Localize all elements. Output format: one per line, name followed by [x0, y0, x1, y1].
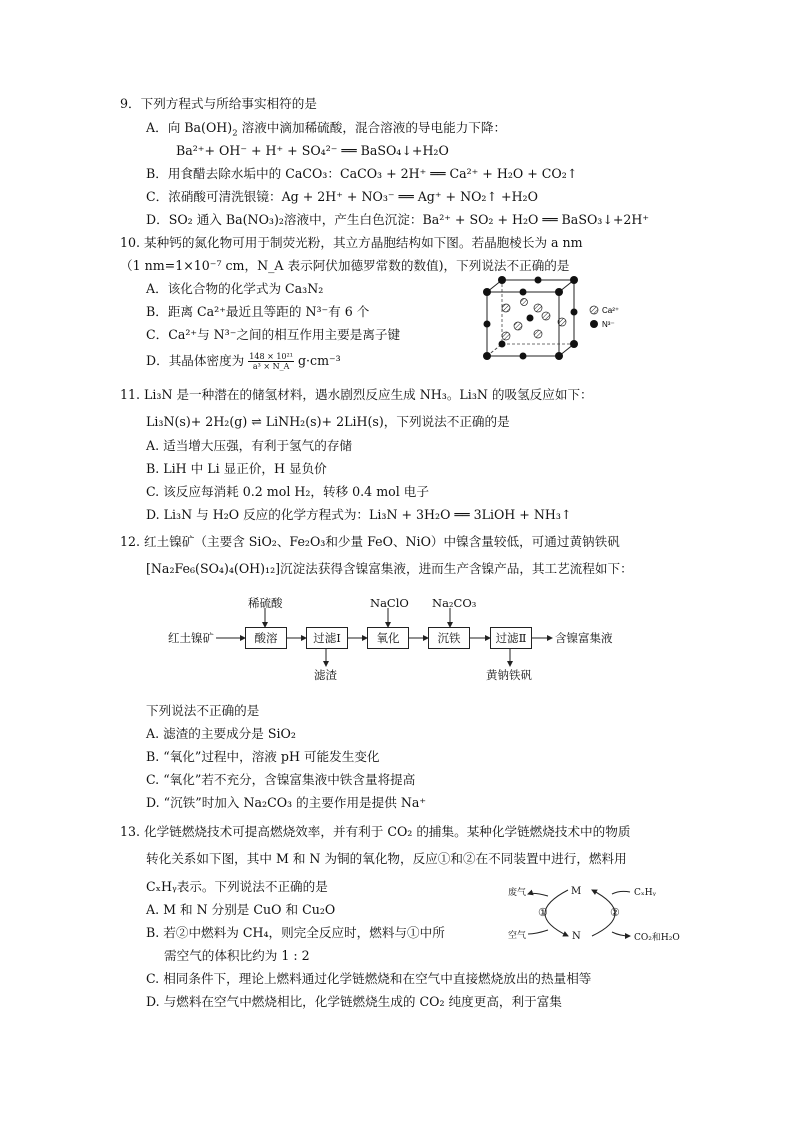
crystal-cell-figure: [478, 272, 638, 372]
q12-stem-line1: 12. 红土镍矿（主要含 SiO₂、Fe₂O₃和少量 FeO、NiO）中镍含量较低，可通过黄钠铁矾: [120, 534, 620, 549]
q13-option-a: A. M 和 N 分别是 CuO 和 Cu₂O: [146, 902, 336, 917]
flow-end-label: 含镍富集液: [555, 631, 613, 645]
density-fraction: $\frac{\text{148 × 10²¹}}{\text{a³ × N\_A}}$: [249, 352, 293, 371]
diagram-waste-gas: 废气: [508, 888, 527, 898]
q10-stem-line1: 10. 某种钙的氮化物可用于制荧光粉，其立方晶胞结构如下图。若晶胞棱长为 a nm: [120, 235, 583, 250]
legend-n-label: N³⁻: [602, 320, 615, 329]
q10-option-b: B．距离 Ca²⁺最近且等距的 N³⁻有 6 个: [146, 304, 370, 319]
q10-option-d: D．其晶体密度为 $\frac{\text{148 × 10²¹}}{\text{a³ × N\_A}}$ g·cm⁻³: [146, 352, 341, 371]
diagram-products: CO₂和H₂O: [634, 933, 680, 943]
diagram-reaction-2: ②: [610, 906, 620, 919]
flow-step-filter-2: 过滤Ⅱ: [490, 627, 532, 649]
diagram-n: N: [572, 931, 581, 942]
q9-option-a-equation: Ba²⁺+ OH⁻ + H⁺ + SO₄²⁻ ══ BaSO₄↓+H₂O: [176, 143, 449, 158]
flow-step-acid-dissolve: 酸溶: [245, 627, 287, 649]
q11-stem: 11. Li₃N 是一种潜在的储氢材料，遇水剧烈反应生成 NH₃。Li₃N 的吸氢反应如下：: [120, 387, 593, 402]
legend-ca-label: Ca²⁺: [602, 306, 620, 315]
q9-stem: 9．下列方程式与所给事实相符的是: [120, 96, 317, 111]
q13-stem-line2: 转化关系如下图，其中 M 和 N 为铜的氧化物，反应①和②在不同装置中进行，燃料用: [146, 851, 627, 866]
q13-option-c: C. 相同条件下，理论上燃料通过化学链燃烧和在空气中直接燃烧放出的热量相等: [146, 971, 592, 986]
q11-option-a: A. 适当增大压强，有利于氢气的存储: [146, 438, 353, 453]
q12-stem-line2: [Na₂Fe₆(SO₄)₄(OH)₁₂]沉淀法获得含镍富集液，进而生产含镍产品，其工艺流程如下：: [146, 561, 633, 576]
q9-option-a: A．向 $Ba(OH)_2$ 溶液中滴加稀硫酸，混合溶液的导电能力下降：: [146, 120, 507, 139]
q9-option-d: D．SO₂ 通入 Ba(NO₃)₂溶液中，产生白色沉淀：Ba²⁺ + SO₂ + H₂O ══ BaSO₃↓+2H⁺: [146, 212, 650, 227]
flow-input-na2co3: Na₂CO₃: [432, 596, 477, 610]
q10-stem-line2: （1 nm=1×10⁻⁷ cm，N_A 表示阿伏加德罗常数的数值)，下列说法不正确的是: [120, 258, 570, 273]
q9-option-b: B．用食醋去除水垢中的 CaCO₃：CaCO₃ + 2H⁺ ══ Ca²⁺ + H₂O + CO₂↑: [146, 166, 578, 181]
flow-step-precipitate-iron: 沉铁: [428, 627, 470, 649]
q11-option-c: C. 该反应每消耗 0.2 mol H₂，转移 0.4 mol 电子: [146, 484, 429, 499]
q12-option-b: B. “氧化”过程中，溶液 pH 可能发生变化: [146, 749, 380, 764]
legend-n-marker: [590, 320, 598, 328]
q12-ask: 下列说法不正确的是: [146, 703, 260, 718]
q11-equation: Li₃N(s)+ 2H₂(g) ⇌ LiNH₂(s)+ 2LiH(s)，下列说法不正确的是: [146, 414, 510, 429]
ca-ion-markers: [502, 299, 566, 341]
flow-step-filter-1: 过滤Ⅰ: [306, 627, 348, 649]
q13-option-d: D. 与燃料在空气中燃烧相比，化学链燃烧生成的 CO₂ 纯度更高，利于富集: [146, 994, 562, 1009]
q11-option-d: D. Li₃N 与 H₂O 反应的化学方程式为：Li₃N + 3H₂O ══ 3LiOH + NH₃↑: [146, 507, 572, 522]
flow-input-naclo: NaClO: [370, 596, 409, 610]
legend-ca-marker: [590, 306, 598, 314]
flow-step-oxidize: 氧化: [367, 627, 409, 649]
q9-option-c: C．浓硝酸可清洗银镜：Ag + 2H⁺ + NO₃⁻ ══ Ag⁺ + NO₂↑ +H₂O: [146, 189, 538, 204]
diagram-reaction-1: ①: [538, 906, 548, 919]
flow-start-label: 红土镍矿: [168, 631, 214, 645]
q10-option-c: C．Ca²⁺与 N³⁻之间的相互作用主要是离子键: [146, 327, 401, 342]
diagram-m: M: [571, 886, 582, 897]
q13-option-b-line1: B. 若②中燃料为 CH₄，则完全反应时，燃料与①中所: [146, 925, 445, 940]
diagram-air: 空气: [508, 931, 527, 941]
flow-output-jarosite: 黄钠铁矾: [486, 668, 532, 682]
q13-stem-line1: 13. 化学链燃烧技术可提高燃烧效率，并有利于 CO₂ 的捕集。某种化学链燃烧技术中的物质: [120, 824, 631, 839]
q10-option-a: A．该化合物的化学式为 Ca₃N₂: [146, 281, 324, 296]
diagram-fuel: CₓHᵧ: [634, 888, 656, 898]
q12-option-a: A. 滤渣的主要成分是 SiO₂: [146, 726, 296, 741]
q12-option-d: D. “沉铁”时加入 Na₂CO₃ 的主要作用是提供 Na⁺: [146, 795, 427, 810]
flow-output-residue: 滤渣: [314, 668, 337, 682]
q13-option-b-line2: 需空气的体积比约为 1 : 2: [164, 948, 310, 963]
q13-stem-line3: CₓHᵧ表示。下列说法不正确的是: [146, 879, 328, 894]
flow-input-sulfuric-acid: 稀硫酸: [248, 596, 283, 610]
q11-option-b: B. LiH 中 Li 显正价，H 显负价: [146, 461, 327, 476]
q12-option-c: C. “氧化”若不充分，含镍富集液中铁含量将提高: [146, 772, 416, 787]
